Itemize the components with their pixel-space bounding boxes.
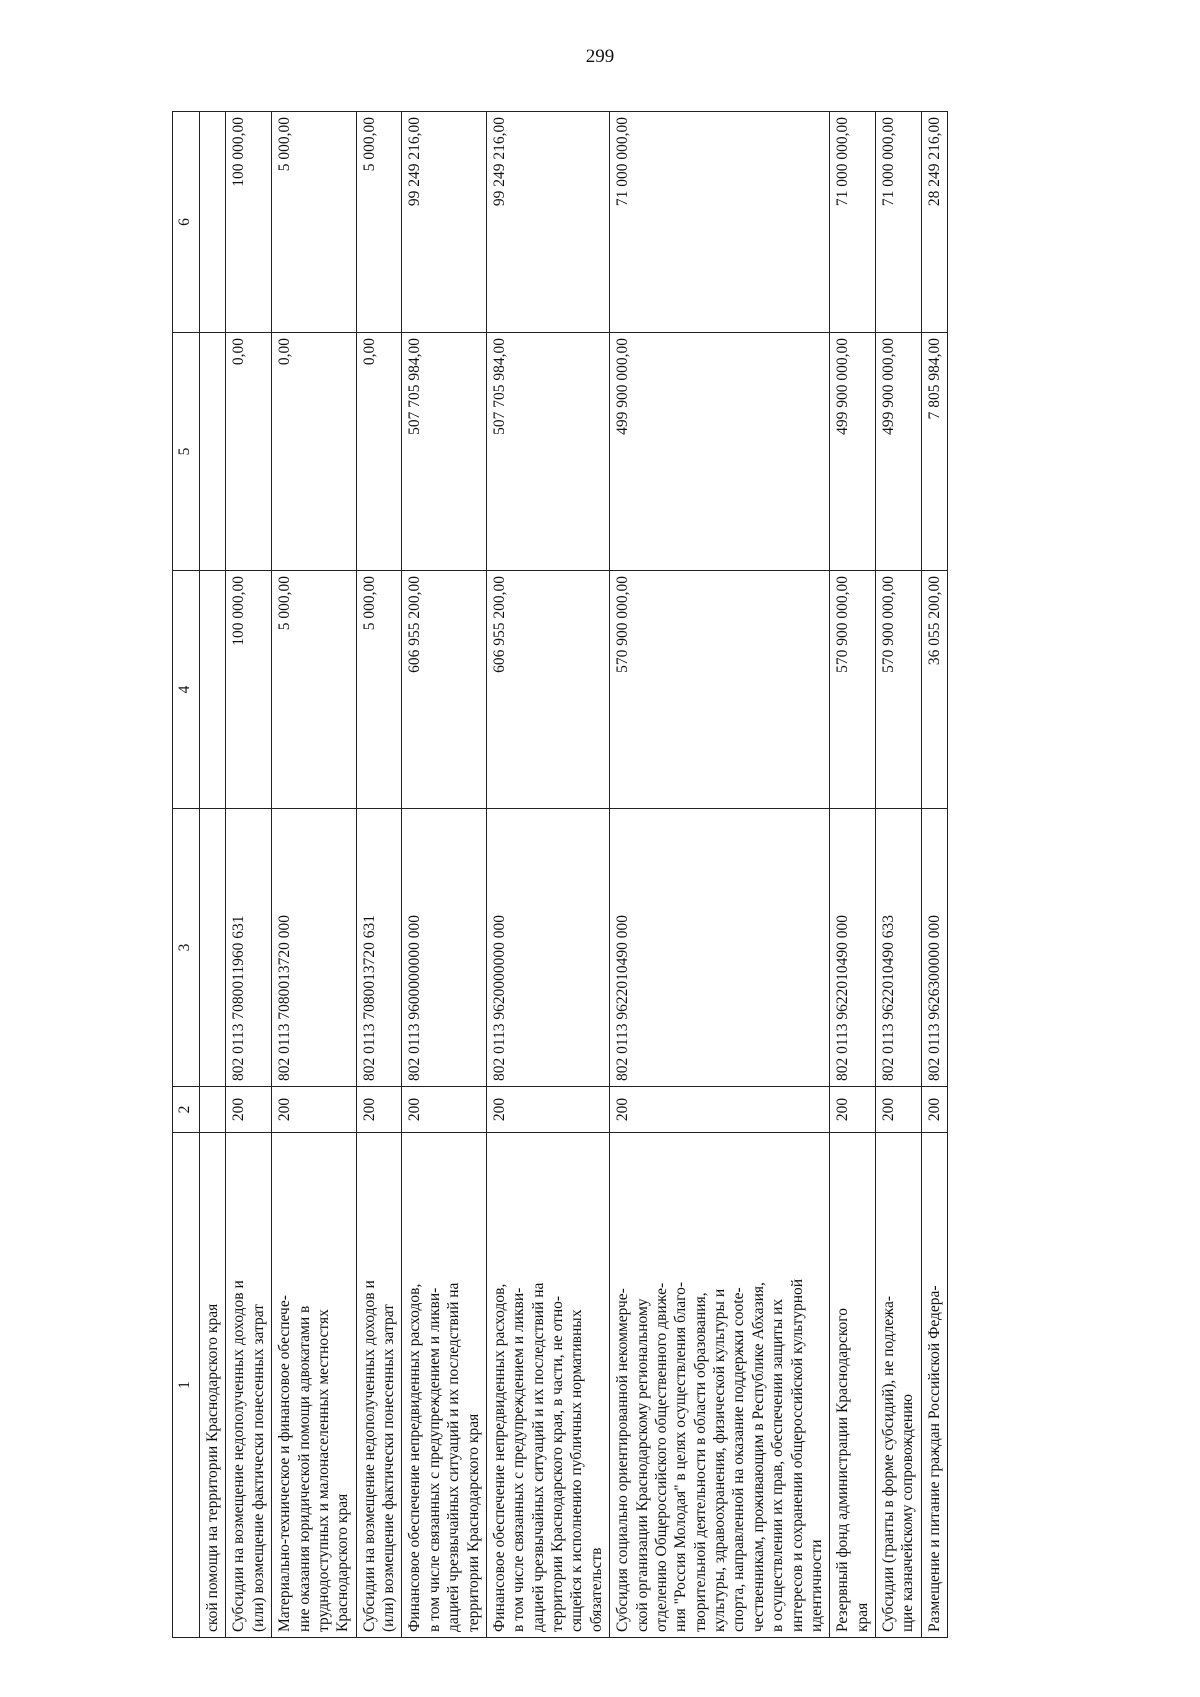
table-row	[226, 112, 272, 1638]
row-col6: 100 000,00	[226, 112, 272, 333]
row-col4	[200, 571, 226, 809]
description-line: в том числе связанных с предупреждением и ликви-	[510, 1287, 528, 1632]
row-col6: 99 249 216,00	[402, 112, 487, 333]
row-col4: 606 955 200,00	[402, 571, 487, 809]
column-header-2: 2	[173, 1087, 200, 1133]
row-col5: 499 900 000,00	[830, 333, 876, 571]
row-description	[830, 1133, 876, 1638]
description-line: ния "Россия Молодая" в целях осуществления благо-	[672, 1281, 690, 1632]
row-col2: 200	[610, 1087, 830, 1133]
row-col5: 507 705 984,00	[486, 333, 609, 571]
description-line: в осуществлении их прав, обеспечении защиты их	[769, 1298, 787, 1632]
description-line: отделению Общероссийского общественного движе-	[652, 1282, 670, 1632]
description-line: дацией чрезвычайных ситуаций и их последствий на	[445, 1282, 463, 1632]
description-line: Субсидия социально ориентированной некоммерче-	[614, 1288, 632, 1632]
description-line: ние оказания юридической помощи адвокатами в	[295, 1305, 313, 1632]
row-col5: 499 900 000,00	[876, 333, 922, 571]
table-row	[486, 112, 609, 1638]
row-col4: 36 055 200,00	[921, 571, 947, 809]
row-col6: 5 000,00	[272, 112, 357, 333]
row-col5: 499 900 000,00	[610, 333, 830, 571]
description-line: края	[853, 1602, 871, 1632]
row-description	[356, 1133, 402, 1638]
row-code: 802 0113 9622010490 000	[610, 809, 830, 1087]
description-line: (или) возмещение фактически понесенных затрат	[249, 1304, 267, 1632]
column-header-1: 1	[173, 1133, 200, 1638]
description-line: дацией чрезвычайных ситуаций и их последствий на	[529, 1282, 547, 1632]
column-header-3: 3	[173, 809, 200, 1087]
description-line: Субсидии на возмещение недополученных доходов и	[360, 1280, 378, 1632]
table-row	[610, 112, 830, 1638]
row-code: 802 0113 9600000000 000	[402, 809, 487, 1087]
description-line: Материально-техническое и финансовое обеспече-	[276, 1295, 294, 1632]
row-code: 802 0113 7080013720 000	[272, 809, 357, 1087]
row-col6: 28 249 216,00	[921, 112, 947, 333]
row-col4: 5 000,00	[356, 571, 402, 809]
row-col4: 570 900 000,00	[830, 571, 876, 809]
description-line: Финансовое обеспечение непредвиденных расходов,	[406, 1283, 424, 1632]
row-col6: 71 000 000,00	[830, 112, 876, 333]
row-col4: 570 900 000,00	[610, 571, 830, 809]
row-code: 802 0113 9622010490 633	[876, 809, 922, 1087]
description-line: сящейся к исполнению публичных нормативных	[568, 1309, 586, 1632]
row-col5: 0,00	[356, 333, 402, 571]
row-col4: 570 900 000,00	[876, 571, 922, 809]
row-col2: 200	[830, 1087, 876, 1133]
description-line: идентичности	[807, 1539, 825, 1632]
row-col4: 606 955 200,00	[486, 571, 609, 809]
row-col6: 99 249 216,00	[486, 112, 609, 333]
row-col2: 200	[356, 1087, 402, 1133]
row-col5: 0,00	[226, 333, 272, 571]
row-description	[876, 1133, 922, 1638]
row-col5: 0,00	[272, 333, 357, 571]
description-line: ской помощи на территории Краснодарского края	[204, 1303, 221, 1632]
table-row	[830, 112, 876, 1638]
table-row	[876, 112, 922, 1638]
row-col2	[200, 1087, 226, 1133]
row-col2: 200	[876, 1087, 922, 1133]
row-code: 802 0113 9626300000 000	[921, 809, 947, 1087]
page-number: 299	[585, 46, 615, 67]
table-row	[402, 112, 487, 1638]
description-line: (или) возмещение фактически понесенных затрат	[380, 1304, 397, 1632]
table-header-row	[173, 112, 200, 1638]
rotated-table-container	[172, 112, 1086, 1638]
description-line: чественникам, проживающим в Республике Абхазия,	[749, 1282, 767, 1632]
row-col2: 200	[402, 1087, 487, 1133]
row-description	[200, 1133, 226, 1638]
description-line: Краснодарского края	[334, 1493, 352, 1632]
row-col5: 507 705 984,00	[402, 333, 487, 571]
table-row	[272, 112, 357, 1638]
row-col6: 5 000,00	[356, 112, 402, 333]
description-line: ской организации Краснодарскому региональному	[633, 1298, 651, 1632]
description-line: в том числе связанных с предупреждением и ликви-	[425, 1287, 443, 1632]
row-code: 802 0113 9620000000 000	[486, 809, 609, 1087]
description-line: Размещение и питание граждан Российской Федера-	[925, 1285, 943, 1632]
row-code	[200, 809, 226, 1087]
row-col6: 71 000 000,00	[876, 112, 922, 333]
row-col6: 71 000 000,00	[610, 112, 830, 333]
row-description	[486, 1133, 609, 1638]
row-col4: 5 000,00	[272, 571, 357, 809]
column-header-4: 4	[173, 571, 200, 809]
table-row	[200, 112, 226, 1638]
table-row	[921, 112, 947, 1638]
description-line: обязательств	[587, 1547, 605, 1632]
row-col5	[200, 333, 226, 571]
row-code: 802 0113 9622010490 000	[830, 809, 876, 1087]
row-code: 802 0113 7080013720 631	[356, 809, 402, 1087]
row-code: 802 0113 7080011960 631	[226, 809, 272, 1087]
row-col6	[200, 112, 226, 333]
description-line: Субсидии (гранты в форме субсидий), не подлежа-	[880, 1295, 897, 1632]
row-col2: 200	[486, 1087, 609, 1133]
description-line: спорта, направленной на оказание поддержки соote-	[730, 1287, 748, 1632]
row-col4: 100 000,00	[226, 571, 272, 809]
row-col2: 200	[272, 1087, 357, 1133]
row-description	[272, 1133, 357, 1638]
budget-table	[172, 111, 948, 1638]
description-line: культуры, здравоохранения, физической культуры и	[711, 1288, 728, 1632]
description-line: творительной деятельности в области образования,	[691, 1292, 709, 1632]
row-col2: 200	[921, 1087, 947, 1133]
row-description	[610, 1133, 830, 1638]
row-description	[402, 1133, 487, 1638]
row-col2: 200	[226, 1087, 272, 1133]
row-description	[226, 1133, 272, 1638]
table-row	[356, 112, 402, 1638]
description-line: интересов и сохранении общероссийской культурной	[788, 1278, 806, 1632]
description-line: территории Краснодарского края, в части, не отно-	[549, 1295, 566, 1632]
description-line: Субсидии на возмещение недополученных доходов и	[230, 1280, 248, 1632]
column-header-6: 6	[173, 112, 200, 333]
row-col5: 7 805 984,00	[921, 333, 947, 571]
description-line: Резервный фонд администрации Краснодарского	[834, 1307, 852, 1632]
row-description	[921, 1133, 947, 1638]
column-header-5: 5	[173, 333, 200, 571]
description-line: щие казначейскому сопровождению	[899, 1394, 917, 1632]
description-line: Финансовое обеспечение непредвиденных расходов,	[490, 1283, 508, 1632]
description-line: территории Краснодарского края	[464, 1413, 482, 1632]
description-line: труднодоступных и малонаселенных местностях	[314, 1309, 332, 1632]
